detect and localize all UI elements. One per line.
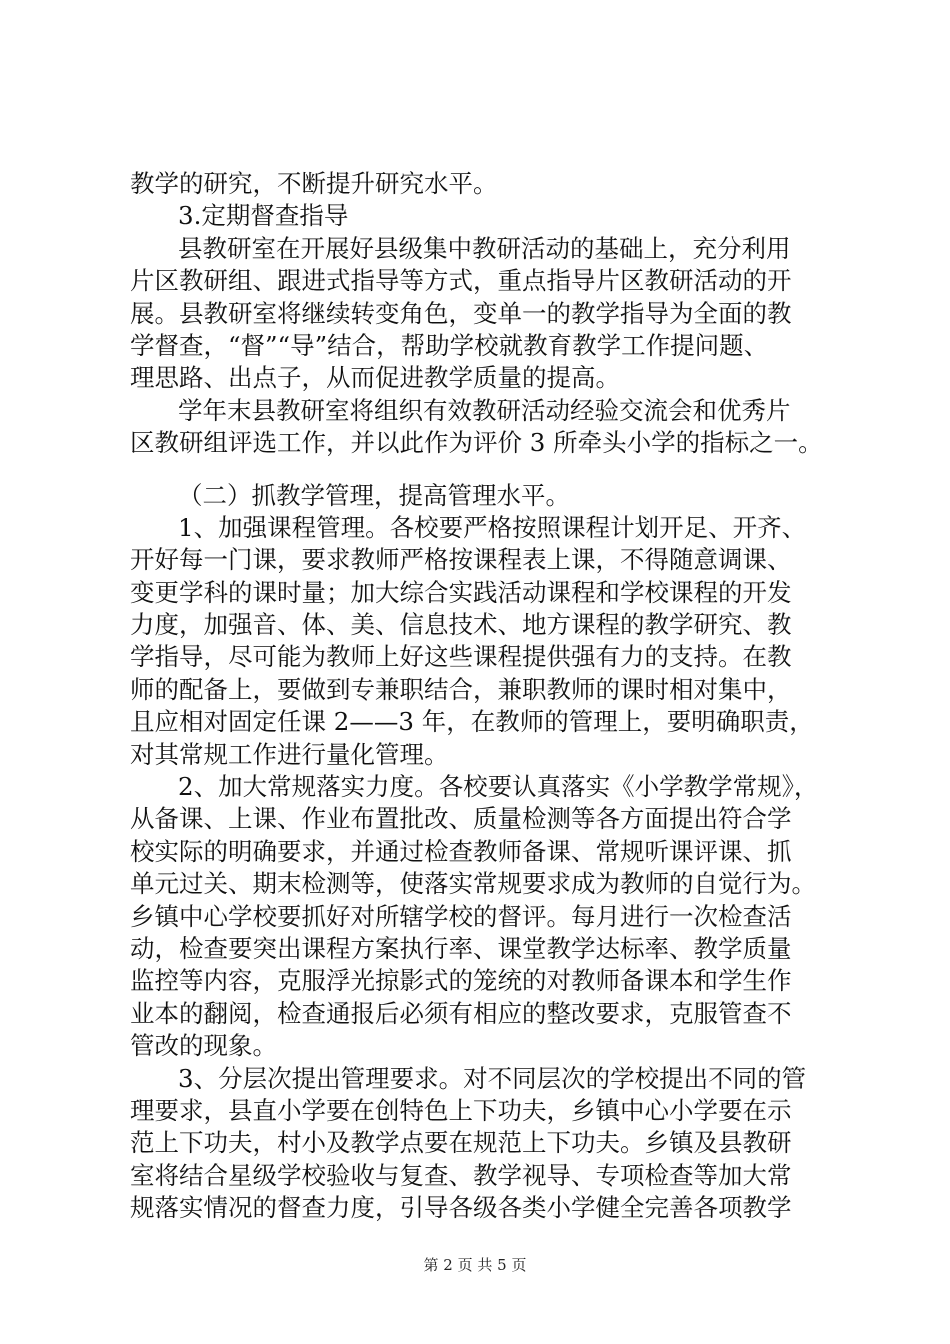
text-line: 开好每一门课，要求教师严格按课程表上课，不得随意调课、 bbox=[130, 545, 792, 575]
text-line: 规落实情况的督查力度，引导各级各类小学健全完善各项教学 bbox=[130, 1193, 792, 1223]
text-line: 1、加强课程管理。各校要严格按照课程计划开足、开齐、 bbox=[178, 512, 807, 542]
subheading: 3.定期督查指导 bbox=[178, 201, 349, 231]
text-line: 校实际的明确要求，并通过检查教师备课、常规听课评课、抓 bbox=[130, 836, 792, 866]
text-line: 理思路、出点子，从而促进教学质量的提高。 bbox=[130, 363, 620, 393]
text-line: 力度，加强音、体、美、信息技术、地方课程的教学研究、教 bbox=[130, 610, 792, 640]
text-line: 监控等内容，克服浮光掠影式的笼统的对教师备课本和学生作 bbox=[130, 966, 792, 996]
document-body bbox=[130, 168, 832, 1225]
text-line: 展。县教研室将继续转变角色，变单一的教学指导为全面的教 bbox=[130, 298, 792, 328]
paragraph-gap bbox=[130, 460, 832, 480]
text-line: 教学的研究，不断提升研究水平。 bbox=[130, 169, 498, 198]
text-line: 动，检查要突出课程方案执行率、课堂教学达标率、教学质量 bbox=[130, 933, 792, 963]
text-line: 学指导，尽可能为教师上好这些课程提供强有力的支持。在教 bbox=[130, 642, 792, 672]
text-line: 理要求，县直小学要在创特色上下功夫，乡镇中心小学要在示 bbox=[130, 1095, 792, 1125]
text-line: 从备课、上课、作业布置批改、质量检测等各方面提出符合学 bbox=[130, 804, 792, 834]
text-line: 师的配备上，要做到专兼职结合，兼职教师的课时相对集中， bbox=[130, 674, 792, 704]
text-line: 变更学科的课时量；加大综合实践活动课程和学校课程的开发 bbox=[130, 577, 792, 607]
section-heading: （二）抓教学管理，提高管理水平。 bbox=[178, 480, 570, 510]
text-line: 学督查，“督”“导”结合，帮助学校就教育教学工作提问题、 bbox=[130, 330, 769, 360]
text-line: 片区教研组、跟进式指导等方式，重点指导片区教研活动的开 bbox=[130, 266, 792, 296]
page-number-footer: 第 2 页 共 5 页 bbox=[423, 1256, 527, 1274]
text-line: 管改的现象。 bbox=[130, 1031, 277, 1061]
text-line: 单元过关、期末检测等，使落实常规要求成为教师的自觉行为。 bbox=[130, 869, 816, 899]
text-line: 乡镇中心学校要抓好对所辖学校的督评。每月进行一次检查活 bbox=[130, 901, 792, 931]
text-line: 3、分层次提出管理要求。对不同层次的学校提出不同的管 bbox=[178, 1063, 807, 1093]
text-line: 县教研室在开展好县级集中教研活动的基础上，充分利用 bbox=[178, 233, 791, 263]
text-line: 学年末县教研室将组织有效教研活动经验交流会和优秀片 bbox=[178, 395, 791, 425]
text-line: 2、加大常规落实力度。各校要认真落实《小学教学常规》， bbox=[178, 772, 819, 802]
text-line: 区教研组评选工作，并以此作为评价 3 所牵头小学的指标之一。 bbox=[130, 428, 823, 458]
text-line: 范上下功夫，村小及教学点要在规范上下功夫。乡镇及县教研 bbox=[130, 1128, 792, 1158]
text-line: 室将结合星级学校验收与复查、教学视导、专项检查等加大常 bbox=[130, 1160, 792, 1190]
text-line: 对其常规工作进行量化管理。 bbox=[130, 739, 449, 769]
text-line: 业本的翻阅，检查通报后必须有相应的整改要求，克服管查不 bbox=[130, 998, 792, 1028]
text-line: 且应相对固定任课 2——3 年，在教师的管理上，要明确职责， bbox=[130, 707, 814, 737]
